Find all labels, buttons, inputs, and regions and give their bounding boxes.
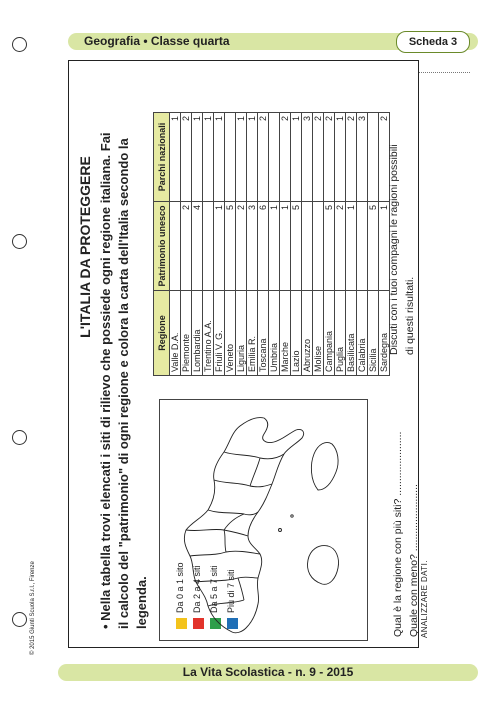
footer-title: La Vita Scolastica - n. 9 - 2015: [182, 665, 354, 679]
table-row: [302, 113, 313, 376]
table-row: [291, 113, 302, 376]
table-row: [192, 113, 203, 376]
parks-cell: 1: [335, 113, 346, 202]
italy-peninsula-outline: [184, 417, 303, 632]
parks-cell: [368, 113, 379, 202]
table-row: [247, 113, 258, 376]
unesco-cell: 1: [346, 202, 357, 291]
copyright: © 2015 Giunti Scuola S.r.l., Firenze: [30, 561, 36, 655]
legend-label: Da 2 a 4 siti: [192, 565, 202, 613]
region-name-cell: Valle D.A.: [170, 291, 181, 376]
region-name-cell: Basilicata: [346, 291, 357, 376]
table-row: [203, 113, 214, 376]
unesco-cell: 6: [258, 202, 269, 291]
discussion-line-2: di questi risultati.: [404, 276, 416, 355]
unesco-cell: 2: [236, 202, 247, 291]
region-name-cell: Liguria: [236, 291, 247, 376]
unesco-cell: 2: [335, 202, 346, 291]
unesco-cell: 1: [379, 202, 390, 291]
region-name-cell: Emilia R.: [247, 291, 258, 376]
unesco-cell: [357, 202, 368, 291]
legend-label: Più di 7 siti: [226, 569, 236, 613]
region-name-cell: Abruzzo: [302, 291, 313, 376]
sheet-number: Scheda 3: [396, 31, 470, 53]
region-name-cell: Umbria: [269, 291, 280, 376]
table-row: [214, 113, 225, 376]
question-fewest-sites: Quale con meno? .......................: [408, 484, 420, 637]
instruction-line: • Nella tabella trovi elencati i siti di rilievo che possiede ogni regione italiana. Fai: [98, 132, 113, 629]
parks-cell: 3: [357, 113, 368, 202]
sardinia-outline: [308, 546, 339, 585]
instruction-line: il calcolo del "patrimonio" di ogni regione e colora la carta dell'Italia secondo la: [116, 138, 131, 629]
region-name-cell: Marche: [280, 291, 291, 376]
italy-map-box: [159, 399, 368, 641]
exercise-title: L'ITALIA DA PROTEGGERE: [77, 156, 93, 338]
unesco-cell: 5: [368, 202, 379, 291]
parks-cell: [269, 113, 280, 202]
region-name-cell: Trentino A.A.: [203, 291, 214, 376]
parks-cell: 2: [313, 113, 324, 202]
region-name-cell: Veneto: [225, 291, 236, 376]
parks-cell: 2: [346, 113, 357, 202]
parks-cell: 2: [280, 113, 291, 202]
discussion-line-1: Discuti con i tuoi compagni le ragioni possibili: [388, 144, 400, 355]
region-name-cell: Toscana: [258, 291, 269, 376]
instruction-line: legenda.: [134, 576, 149, 629]
exercise-frame: [68, 60, 419, 648]
table-row: [170, 113, 181, 376]
region-name-cell: Lombardia: [192, 291, 203, 376]
unesco-cell: [313, 202, 324, 291]
unesco-cell: 4: [192, 202, 203, 291]
parks-cell: 1: [214, 113, 225, 202]
table-row: [258, 113, 269, 376]
table-row: [324, 113, 335, 376]
skill-label: ANALIZZARE DATI.: [420, 560, 429, 638]
parks-cell: 2: [181, 113, 192, 202]
table-header: Parchi nazionali: [154, 113, 170, 202]
parks-cell: 1: [170, 113, 181, 202]
parks-cell: [225, 113, 236, 202]
unesco-cell: 5: [291, 202, 302, 291]
parks-cell: 2: [258, 113, 269, 202]
parks-cell: 1: [203, 113, 214, 202]
table-header: Regione: [154, 291, 170, 376]
parks-cell: 1: [192, 113, 203, 202]
table-row: [181, 113, 192, 376]
unesco-cell: [170, 202, 181, 291]
unesco-cell: 1: [214, 202, 225, 291]
region-name-cell: Sicilia: [368, 291, 379, 376]
table-row: [346, 113, 357, 376]
table-header: Patrimonio unesco: [154, 202, 170, 291]
table-row: [269, 113, 280, 376]
unesco-cell: [203, 202, 214, 291]
table-row: [335, 113, 346, 376]
region-name-cell: Piemonte: [181, 291, 192, 376]
unesco-cell: 1: [269, 202, 280, 291]
unesco-cell: 3: [247, 202, 258, 291]
region-name-cell: Lazio: [291, 291, 302, 376]
region-name-cell: Puglia: [335, 291, 346, 376]
parks-cell: 2: [379, 113, 390, 202]
table-row: [313, 113, 324, 376]
header-title: Geografia • Classe quarta: [84, 34, 230, 48]
unesco-cell: 5: [225, 202, 236, 291]
parks-cell: 1: [247, 113, 258, 202]
region-name-cell: Calabria: [357, 291, 368, 376]
instructions: [97, 69, 151, 629]
table-row: [225, 113, 236, 376]
legend-label: Da 0 a 1 sito: [175, 562, 185, 613]
region-name-cell: Campania: [324, 291, 335, 376]
parks-cell: 1: [291, 113, 302, 202]
region-name-cell: Molise: [313, 291, 324, 376]
parks-cell: 1: [236, 113, 247, 202]
parks-cell: 2: [324, 113, 335, 202]
parks-cell: 3: [302, 113, 313, 202]
unesco-cell: 5: [324, 202, 335, 291]
legend-label: Da 5 a 7 siti: [209, 565, 219, 613]
sicily-outline: [311, 442, 338, 490]
unesco-cell: 2: [181, 202, 192, 291]
table-row: [236, 113, 247, 376]
table-row: [368, 113, 379, 376]
region-name-cell: Sardegna: [379, 291, 390, 376]
table-row: [280, 113, 291, 376]
question-most-sites: Qual è la regione con più siti? ......................: [392, 431, 404, 637]
region-name-cell: Friuli V. G.: [214, 291, 225, 376]
unesco-cell: [302, 202, 313, 291]
table-row: [357, 113, 368, 376]
italy-outline-map: [160, 400, 367, 640]
regions-table: [153, 112, 390, 376]
unesco-cell: 1: [280, 202, 291, 291]
